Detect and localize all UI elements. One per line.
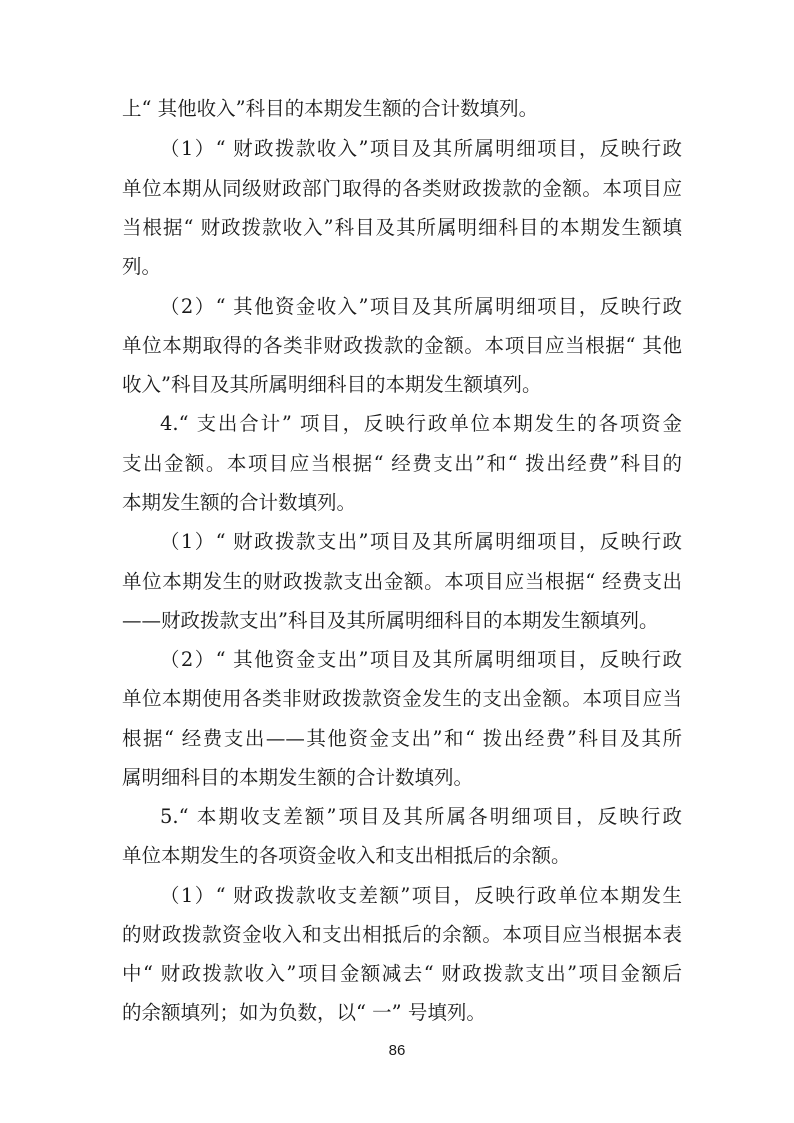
text-line: 中“ 财政拨款收入”项目金额减去“ 财政拨款支出”项目金额后	[122, 962, 682, 985]
page-number: 86	[388, 1042, 406, 1059]
text-line: 的余额填列；如为负数，以“ 一” 号填列。	[122, 1001, 486, 1024]
text-line: 单位本期发生的各项资金收入和支出相抵后的余额。	[122, 844, 571, 867]
text-line: （2）“ 其他资金支出”项目及其所属明细项目，反映行政	[160, 648, 682, 671]
text-line: 单位本期从同级财政部门取得的各类财政拨款的金额。本项目应	[122, 177, 682, 200]
text-line: 单位本期发生的财政拨款支出金额。本项目应当根据“ 经费支出	[122, 570, 682, 593]
text-line: 当根据“ 财政拨款收入”科目及其所属明细科目的本期发生额填	[122, 216, 682, 239]
text-line: 单位本期使用各类非财政拨款资金发生的支出金额。本项目应当	[122, 687, 682, 710]
text-line: ——财政拨款支出”科目及其所属明细科目的本期发生额填列。	[122, 609, 659, 632]
text-line: 上“ 其他收入”科目的本期发生额的合计数填列。	[122, 97, 539, 120]
text-line: （2）“ 其他资金收入”项目及其所属明细项目，反映行政	[160, 295, 682, 318]
text-line: 本期发生额的合计数填列。	[122, 491, 357, 514]
text-line: （1）“ 财政拨款收入”项目及其所属明细项目，反映行政	[160, 137, 682, 160]
text-line: 根据“ 经费支出——其他资金支出”和“ 拨出经费”科目及其所	[122, 727, 682, 750]
text-line: （1）“ 财政拨款收支差额”项目，反映行政单位本期发生	[160, 884, 682, 907]
text-line: 单位本期取得的各类非财政拨款的金额。本项目应当根据“ 其他	[122, 334, 682, 357]
text-line: 的财政拨款资金收入和支出相抵后的余额。本项目应当根据本表	[122, 923, 682, 946]
text-line: （1）“ 财政拨款支出”项目及其所属明细项目，反映行政	[160, 530, 682, 553]
text-line: 属明细科目的本期发生额的合计数填列。	[122, 766, 474, 789]
text-line: 4.“ 支出合计” 项目，反映行政单位本期发生的各项资金	[160, 412, 682, 435]
text-line: 列。	[122, 255, 162, 278]
text-line: 支出金额。本项目应当根据“ 经费支出”和“ 拨出经费”科目的	[122, 452, 682, 475]
text-line: 5.“ 本期收支差额”项目及其所属各明细项目，反映行政	[160, 805, 682, 828]
text-line: 收入”科目及其所属明细科目的本期发生额填列。	[122, 373, 542, 396]
